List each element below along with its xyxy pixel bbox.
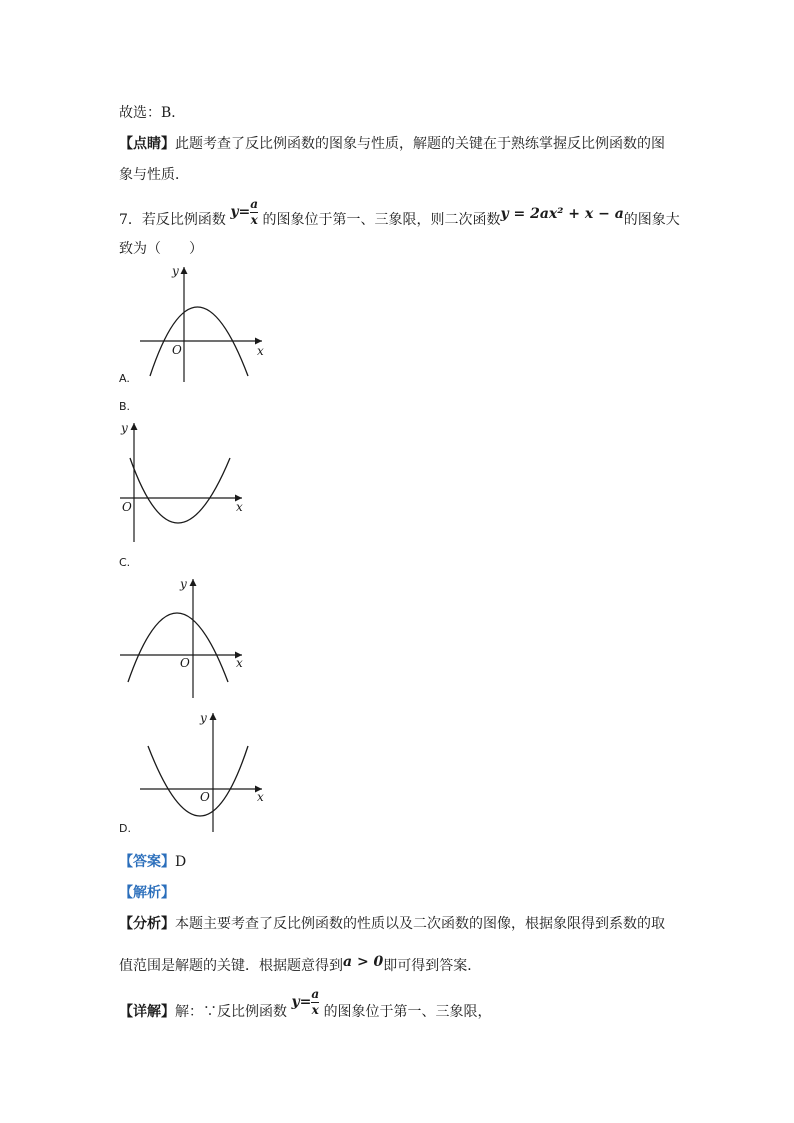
option-b-origin-label: O [122,500,132,514]
inverse-eq: = [238,204,251,220]
option-b-parabola [130,458,230,523]
option-b-label: B. [119,400,131,413]
option-a-graph [138,262,278,388]
quadratic-formula: y = 2ax² + x − a [500,206,624,222]
option-b-x-label: x [236,500,243,514]
inverse-numerator: a [250,196,259,211]
detail-tag: 【详解】 [119,1004,175,1020]
question-text-c: 的图象大 [623,212,680,228]
option-b-graph [118,418,258,544]
fenxi-tag: 【分析】 [119,916,175,932]
review-paragraph [119,135,665,153]
inverse-denominator: x [250,212,258,227]
option-d-y-label: y [200,711,207,725]
option-c-y-label: y [180,577,187,591]
detail-inverse-fraction [311,988,319,1017]
fenxi-line-2 [119,954,482,975]
answer-value: D [175,854,187,870]
question-7-line-1 [119,196,680,235]
analysis-heading [119,884,175,902]
question-7-line-2: 致为（ ） [119,241,203,257]
option-d-x-label: x [257,790,264,804]
fenxi-line-1 [119,915,665,933]
option-a-y-label: y [172,264,179,278]
fenxi-text-2b: 即可得到答案． [383,958,482,974]
review-text-line-1: 此题考查了反比例函数的图象与性质，解题的关键在于熟练掌握反比例函数的图 [175,136,665,152]
inverse-lhs: y [230,204,239,220]
question-text-a: 若反比例函数 [141,212,226,228]
review-tag: 【点睛】 [119,136,175,152]
fenxi-text-2a: 值范围是解题的关键．根据题意得到 [119,958,343,974]
option-d-origin-label: O [200,790,210,804]
option-b-y-label: y [121,421,128,435]
inverse-formula [230,196,262,227]
detail-inverse-denominator: x [311,1002,319,1017]
detail-inverse-numerator: a [311,986,320,1001]
review-text-line-2: 象与性质． [119,167,189,183]
choice-line: 故选：B． [119,105,186,121]
detail-inverse-eq: = [299,994,312,1010]
option-d-label: D. [119,822,131,835]
answer-tag: 【答案】 [119,854,175,870]
question-text-b: 的图象位于第一、三象限，则二次函数 [262,212,501,228]
option-d-parabola [148,746,248,816]
option-c-x-label: x [236,656,243,670]
answer-line [119,853,186,871]
option-a-origin-label: O [172,343,182,357]
option-c-origin-label: O [180,656,190,670]
detail-inverse-formula [291,986,323,1017]
detail-line [119,986,492,1027]
detail-inverse-lhs: y [291,994,300,1010]
inverse-fraction [250,198,258,227]
option-a-x-label: x [257,344,264,358]
option-c-parabola [128,613,228,682]
analysis-tag: 【解析】 [119,885,175,901]
detail-text-b: 的图象位于第一、三象限， [323,1004,492,1020]
option-a-label: A. [119,372,130,385]
fenxi-condition: a > 0 [343,954,384,970]
fenxi-text-1: 本题主要考查了反比例函数的性质以及二次函数的图像，根据象限得到系数的取 [175,916,665,932]
option-d-graph [138,708,278,834]
option-c-graph [118,574,258,700]
option-c-label: C. [119,556,131,569]
detail-text-a: 解：∵反比例函数 [175,1004,287,1020]
question-number: 7． [119,212,142,228]
